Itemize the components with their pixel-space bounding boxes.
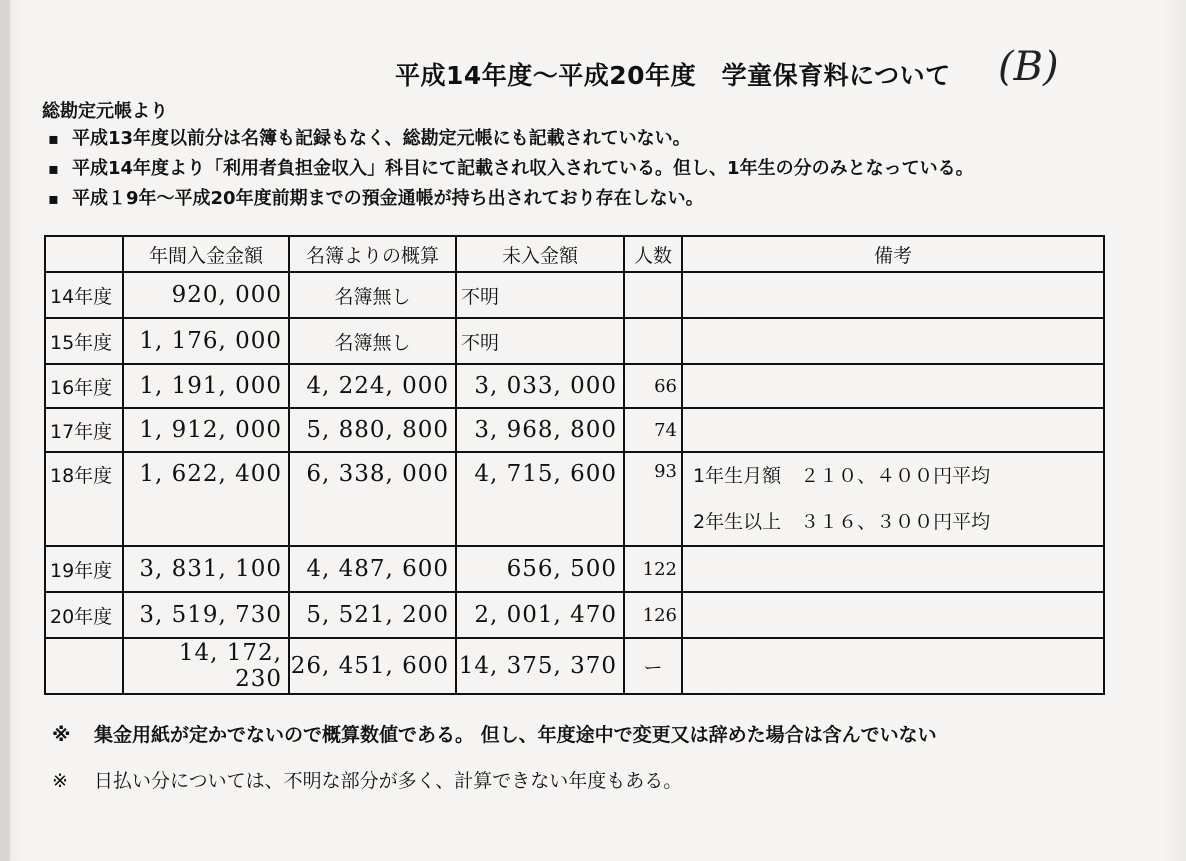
table-row [45,546,1104,592]
unpaid-cell: 3, 033, 000 [456,364,624,408]
table-row [45,592,1104,638]
footnote-mark: ※ [52,770,68,792]
estimate-cell: 名簿無し [289,272,456,318]
bullet-item: ▪ 平成13年度以前分は名簿も記録もなく、総勘定元帳にも記載されていない。 [48,124,974,154]
page-edge-shadow [0,0,10,861]
unpaid-cell: 3, 968, 800 [456,408,624,452]
annual-cell: 3, 519, 730 [123,592,289,638]
year-cell: 19年度 [45,546,123,592]
annual-cell: 1, 191, 000 [123,364,289,408]
annual-cell: 1, 912, 000 [123,408,289,452]
note-cell [682,318,1104,364]
bullet-icon: ▪ [48,189,59,208]
total-estimate-cell: 26, 451, 600 [289,638,456,694]
unpaid-cell: 不明 [456,318,624,364]
footnote-text: 日払い分については、不明な部分が多く、計算できない年度もある。 [94,770,683,792]
bullet-icon: ▪ [48,159,59,178]
count-cell [624,318,682,364]
header-cell: 備考 [682,236,1104,272]
year-cell: 17年度 [45,408,123,452]
bullet-icon: ▪ [48,129,59,148]
count-cell: 122 [624,546,682,592]
table-row [45,408,1104,452]
year-cell: 20年度 [45,592,123,638]
unpaid-cell: 2, 001, 470 [456,592,624,638]
estimate-cell: 6, 338, 000 [289,452,456,546]
annual-cell: 1, 622, 400 [123,452,289,546]
header-cell: 名簿よりの概算 [289,236,456,272]
note-line: 2年生以上 ３１６、３００円平均 [693,511,991,533]
note-cell [682,272,1104,318]
total-count-cell: ー [624,638,682,694]
year-cell: 18年度 [45,452,123,546]
bullet-item: ▪ 平成１9年～平成20年度前期までの預金通帳が持ち出されており存在しない。 [48,184,974,214]
annual-cell: 3, 831, 100 [123,546,289,592]
count-cell: 126 [624,592,682,638]
estimate-cell: 5, 880, 800 [289,408,456,452]
footnote [52,766,682,793]
year-cell: 16年度 [45,364,123,408]
note-cell [682,452,1104,546]
note-cell [682,408,1104,452]
footnote-text: 集金用紙が定かでないので概算数値である。 但し、年度途中で変更又は辞めた場合は含んでいない [94,724,937,746]
estimate-cell: 5, 521, 200 [289,592,456,638]
table-header-row [45,236,1104,272]
count-cell [624,272,682,318]
year-cell [45,638,123,694]
table-row [45,452,1104,546]
count-cell: 93 [624,452,682,546]
estimate-cell: 4, 487, 600 [289,546,456,592]
annual-cell: 1, 176, 000 [123,318,289,364]
unpaid-cell: 656, 500 [456,546,624,592]
note-cell [682,546,1104,592]
note-line: 1年生月額 ２１０、４００円平均 [693,465,991,487]
total-unpaid-cell: 14, 375, 370 [456,638,624,694]
note-cell [682,638,1104,694]
table-row [45,318,1104,364]
total-annual-cell: 14, 172, 230 [123,638,289,694]
header-cell: 未入金額 [456,236,624,272]
header-cell: 年間入金金額 [123,236,289,272]
header-cell: 人数 [624,236,682,272]
unpaid-cell: 4, 715, 600 [456,452,624,546]
footnote-mark: ※ [52,724,71,746]
year-cell: 15年度 [45,318,123,364]
fee-table [44,235,1105,695]
count-cell: 74 [624,408,682,452]
bullet-list [48,124,974,214]
table-total-row [45,638,1104,694]
note-cell [682,592,1104,638]
source-label: 総勘定元帳より [42,101,168,122]
footnote [52,720,937,747]
estimate-cell: 名簿無し [289,318,456,364]
header-cell [45,236,123,272]
estimate-cell: 4, 224, 000 [289,364,456,408]
bullet-item: ▪ 平成14年度より「利用者負担金収入」科目にて記載され収入されている。但し、1年生の分のみとなっている。 [48,154,974,184]
document-title: 平成14年度～平成20年度 学童保育料について [395,61,951,90]
count-cell: 66 [624,364,682,408]
handwritten-mark: (B) [998,44,1059,90]
annual-cell: 920, 000 [123,272,289,318]
year-cell: 14年度 [45,272,123,318]
note-cell [682,364,1104,408]
table-row [45,364,1104,408]
unpaid-cell: 不明 [456,272,624,318]
table-row [45,272,1104,318]
